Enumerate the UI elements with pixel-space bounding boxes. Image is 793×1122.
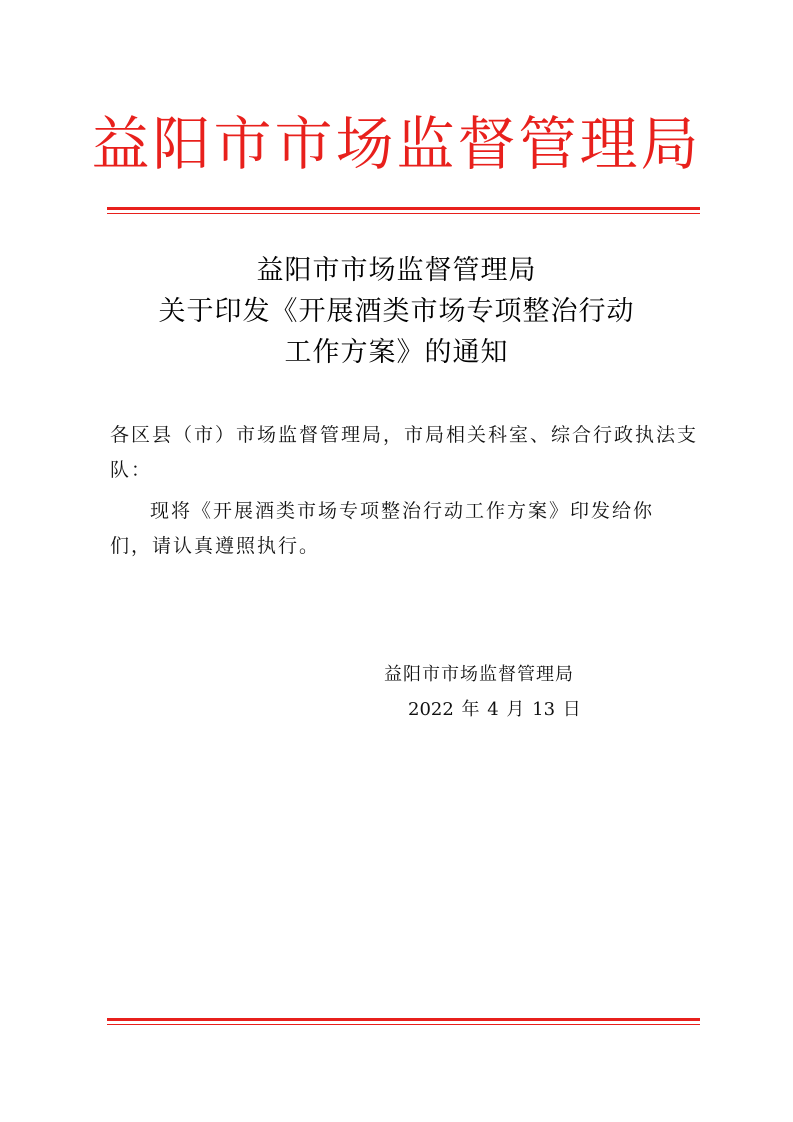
paragraph-line-1: 现将《开展酒类市场专项整治行动工作方案》印发给你 bbox=[150, 500, 655, 522]
document-title-line-1: 益阳市市场监督管理局 bbox=[256, 255, 537, 286]
letterhead-divider bbox=[107, 207, 700, 214]
divider-thin-line bbox=[107, 213, 700, 214]
footer-divider bbox=[107, 1018, 700, 1025]
notice-paragraph bbox=[110, 494, 700, 564]
addressee-line-1: 各区县（市）市场监督管理局，市局相关科室、综合行政执法支 bbox=[110, 424, 699, 446]
letterhead-title: 益阳市市场监督管理局 bbox=[91, 110, 702, 178]
signature-block bbox=[384, 657, 581, 727]
document-title bbox=[0, 250, 793, 373]
issue-date: 2022 年 4 月 13 日 bbox=[408, 699, 581, 720]
document-title-line-3: 工作方案》的通知 bbox=[284, 337, 509, 368]
issuer-name: 益阳市市场监督管理局 bbox=[384, 664, 574, 685]
addressee bbox=[110, 418, 700, 488]
addressee-line-2: 队： bbox=[110, 459, 153, 481]
paragraph-line-2: 们，请认真遵照执行。 bbox=[110, 535, 321, 557]
footer-divider-thin-line bbox=[107, 1024, 700, 1025]
document-title-line-2: 关于印发《开展酒类市场专项整治行动 bbox=[158, 296, 635, 327]
